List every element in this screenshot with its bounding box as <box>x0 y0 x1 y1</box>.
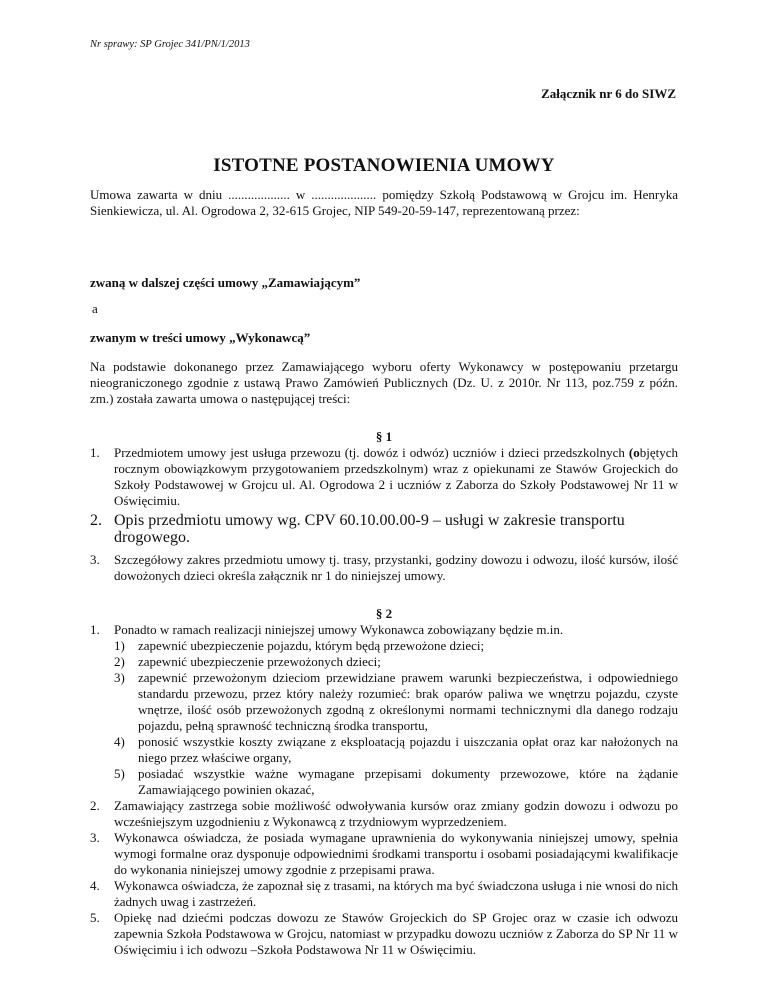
sub-list-item: 3) zapewnić przewożonym dzieciom przewidziane prawem warunki bezpieczeństwa, i odpowiedniego standardu przewozu, przez który należy rozumieć: brak oparów paliwa we wnętrzu pojazdu, czyste wnętrze, ilość osób przewożonych zgodną z określonymi normami technicznymi dla danego rodzaju pojazdu, pełną sprawność techniczną środka transportu, <box>114 670 678 733</box>
list-item: 1. Przedmiotem umowy jest usługa przewozu (tj. dowóz i odwóz) uczniów i dzieci przedszkolnych (objętych rocznym obowiązkowym przygotowaniem przedszkolnym) wraz z opiekunami ze Stawów Grojeckich do Szkoły Podstawowej w Grojcu ul. Al. Ogrodowa 2 i uczniów z Zaborza do Szkoły Podstawowej Nr 11 w Oświęcimiu. <box>90 445 678 508</box>
annex-label: Załącznik nr 6 do SIWZ <box>541 86 676 101</box>
document-body <box>90 187 678 958</box>
list-item: 2. Opis przedmiotu umowy wg. CPV 60.10.00.00-9 – usługi w zakresie transportu drogowego. <box>90 512 625 546</box>
sub-list-item: 1) zapewnić ubezpieczenie pojazdu, którym będą przewożone dzieci; <box>114 638 485 653</box>
section-2-heading: § 2 <box>375 606 393 621</box>
sub-list-item: 5) posiadać wszystkie ważne wymagane przepisami dokumenty przewozowe, które na żądanie Zamawiającego powinien okazać, <box>114 766 678 797</box>
party-ordering: zwaną w dalszej części umowy „Zamawiającym” <box>90 275 361 290</box>
section-1-heading: § 1 <box>375 429 393 444</box>
conjunction: a <box>92 301 98 316</box>
document-title: ISTOTNE POSTANOWIENIA UMOWY <box>213 155 555 176</box>
list-item: 1. Ponadto w ramach realizacji niniejszej umowy Wykonawca zobowiązany będzie m.in. 1) zapewnić ubezpieczenie pojazdu, którym będą przewożone dzieci; 2) zapewnić ubezpieczenie przewożonych dzieci; 3) zapewnić przewożonym dzieciom przewidziane prawem warunki bezpieczeństwa, i odpowiedniego standardu przewozu, przez który należy rozumieć: brak oparów paliwa we wnętrzu pojazdu, czyste wnętrze, ilość osób przewożonych zgodną z określonymi normami technicznymi dla danego rodzaju pojazdu, pełną sprawność techniczną środka transportu, 4) ponosić wszystkie koszty związane z eksploatacją pojazdu i uiszczania opłat oraz kar nałożonych na niego przez właściwe organy, 5) posiadać wszystkie ważne wymagane przepisami dokumenty przewozowe, które na żądanie Zamawiającego powinien okazać, <box>90 622 678 797</box>
list-item: 4. Wykonawca oświadcza, że zapoznał się z trasami, na których ma być świadczona usługa i nie wnosi do nich żadnych uwag i zastrzeżeń. <box>90 878 678 909</box>
list-item: 3. Wykonawca oświadcza, że posiada wymagane uprawnienia do wykonywania niniejszej umowy, spełnia wymogi formalne oraz dysponuje odpowiednimi środkami transportu i osobami posiadającymi kwalifikacje do wykonania niniejszej umowy zgodnie z przepisami prawa. <box>90 830 678 877</box>
section-1-list <box>90 445 678 584</box>
preamble-paragraph: Na podstawie dokonanego przez Zamawiającego wyboru oferty Wykonawcy w postępowaniu przetargu nieograniczonego zgodnie z ustawą Prawo Zamówień Publicznych (Dz. U. z 2010r. Nr 113, poz.759 z późn. zm.) została zawarta umowa o następującej treści: <box>90 359 678 406</box>
section-2-list <box>90 622 678 958</box>
sub-list-item: 2) zapewnić ubezpieczenie przewożonych dzieci; <box>114 654 381 669</box>
party-contractor: zwanym w treści umowy „Wykonawcą” <box>90 330 311 345</box>
sub-list-item: 4) ponosić wszystkie koszty związane z eksploatacją pojazdu i uiszczania opłat oraz kar nałożonych na niego przez właściwe organy, <box>114 734 678 765</box>
list-item: 3. Szczegółowy zakres przedmiotu umowy tj. trasy, przystanki, godziny dowozu i odwozu, ilość kursów, ilość dowożonych dzieci określa załącznik nr 1 do niniejszej umowy. <box>90 552 678 583</box>
intro-paragraph: Umowa zawarta w dniu ................... w .................... pomiędzy Szkołą Podstawową w Grojcu im. Henryka Sienkiewicza, ul. Al. Ogrodowa 2, 32-615 Grojec, NIP 549-20-59-147, reprezentowaną przez: <box>90 187 678 218</box>
list-item: 2. Zamawiający zastrzega sobie możliwość odwoływania kursów oraz zmiany godzin dowozu i odwozu po wcześniejszym uzgodnieniu z Wykonawcą z trzydniowym wyprzedzeniem. <box>90 798 678 829</box>
case-number: Nr sprawy: SP Grojec 341/PN/1/2013 <box>90 39 250 50</box>
list-item: 5. Opiekę nad dziećmi podczas dowozu ze Stawów Grojeckich do SP Grojec oraz w czasie ich odwozu zapewnia Szkoła Podstawowa w Grojcu, natomiast w przypadku dowozu uczniów z Zaborza do SP Nr 11 w Oświęcimiu i ich odwozu –Szkoła Podstawowa Nr 11 w Oświęcimiu. <box>90 910 678 957</box>
section-2-sublist <box>114 638 678 798</box>
